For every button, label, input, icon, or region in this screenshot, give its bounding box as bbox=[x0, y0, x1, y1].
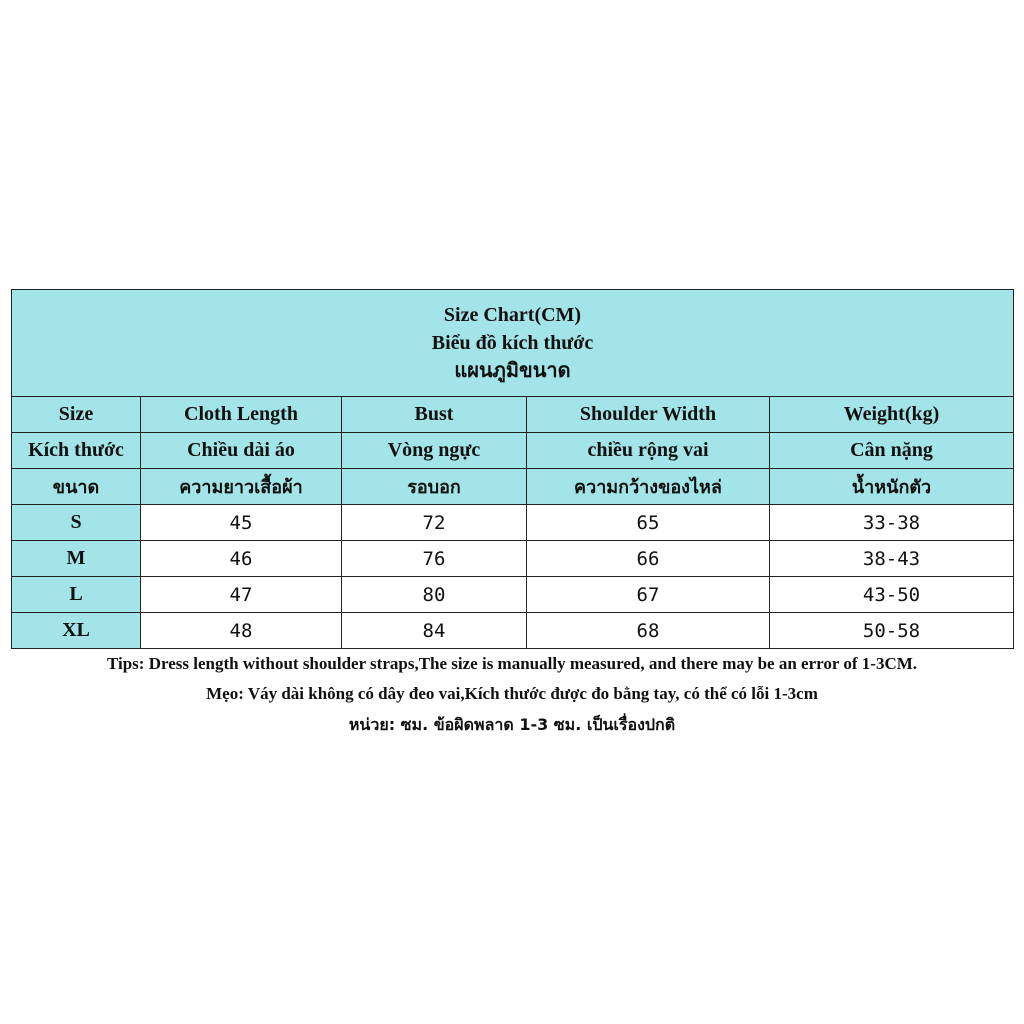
weight-value: 43-50 bbox=[770, 577, 1014, 613]
size-chart-table bbox=[11, 289, 1014, 649]
shoulder-width-value: 67 bbox=[527, 577, 770, 613]
weight-value: 38-43 bbox=[770, 541, 1014, 577]
table-row bbox=[12, 541, 1014, 577]
bust-value: 80 bbox=[342, 577, 527, 613]
title-row bbox=[12, 290, 1014, 397]
header-size-en: Size bbox=[12, 397, 141, 433]
chart-title bbox=[12, 290, 1014, 397]
cloth-length-value: 48 bbox=[141, 613, 342, 649]
shoulder-width-value: 66 bbox=[527, 541, 770, 577]
header-length-vi: Chiều dài áo bbox=[141, 433, 342, 469]
bust-value: 72 bbox=[342, 505, 527, 541]
chart-title-vi: Biểu đồ kích thước bbox=[431, 332, 594, 354]
cloth-length-value: 46 bbox=[141, 541, 342, 577]
header-length-th: ความยาวเสื้อผ้า bbox=[141, 469, 342, 505]
header-shoulder-th: ความกว้างของไหล่ bbox=[527, 469, 770, 505]
header-shoulder-vi: chiều rộng vai bbox=[527, 433, 770, 469]
tip-text-en: Tips: Dress length without shoulder straps,The size is manually measured, and there may be an error of 1-3CM. bbox=[106, 654, 918, 673]
tip-text-th: หน่วย: ซม. ข้อผิดพลาด 1-3 ซม. เป็นเรื่องปกติ bbox=[348, 715, 676, 734]
header-shoulder-en: Shoulder Width bbox=[527, 397, 770, 433]
header-bust-th: รอบอก bbox=[342, 469, 527, 505]
bust-value: 76 bbox=[342, 541, 527, 577]
header-row-vi bbox=[12, 433, 1014, 469]
header-row-th bbox=[12, 469, 1014, 505]
table-row bbox=[12, 613, 1014, 649]
tip-text-vi: Mẹo: Váy dài không có dây đeo vai,Kích thước được đo bằng tay, có thể có lỗi 1-3cm bbox=[206, 684, 818, 703]
header-weight-th: น้ำหนักตัว bbox=[770, 469, 1014, 505]
header-size-th: ขนาด bbox=[12, 469, 141, 505]
header-length-en: Cloth Length bbox=[141, 397, 342, 433]
size-label: M bbox=[12, 541, 141, 577]
cloth-length-value: 45 bbox=[141, 505, 342, 541]
weight-value: 50-58 bbox=[770, 613, 1014, 649]
shoulder-width-value: 68 bbox=[527, 613, 770, 649]
header-size-vi: Kích thước bbox=[12, 433, 141, 469]
cloth-length-value: 47 bbox=[141, 577, 342, 613]
shoulder-width-value: 65 bbox=[527, 505, 770, 541]
header-row-en bbox=[12, 397, 1014, 433]
table-row bbox=[12, 505, 1014, 541]
size-label: L bbox=[12, 577, 141, 613]
header-bust-en: Bust bbox=[342, 397, 527, 433]
header-bust-vi: Vòng ngực bbox=[342, 433, 527, 469]
bust-value: 84 bbox=[342, 613, 527, 649]
size-label: XL bbox=[12, 613, 141, 649]
size-label: S bbox=[12, 505, 141, 541]
header-weight-vi: Cân nặng bbox=[770, 433, 1014, 469]
weight-value: 33-38 bbox=[770, 505, 1014, 541]
header-weight-en: Weight(kg) bbox=[770, 397, 1014, 433]
chart-title-th: แผนภูมิขนาด bbox=[454, 360, 571, 382]
chart-title-en: Size Chart(CM) bbox=[443, 304, 582, 326]
table-row bbox=[12, 577, 1014, 613]
